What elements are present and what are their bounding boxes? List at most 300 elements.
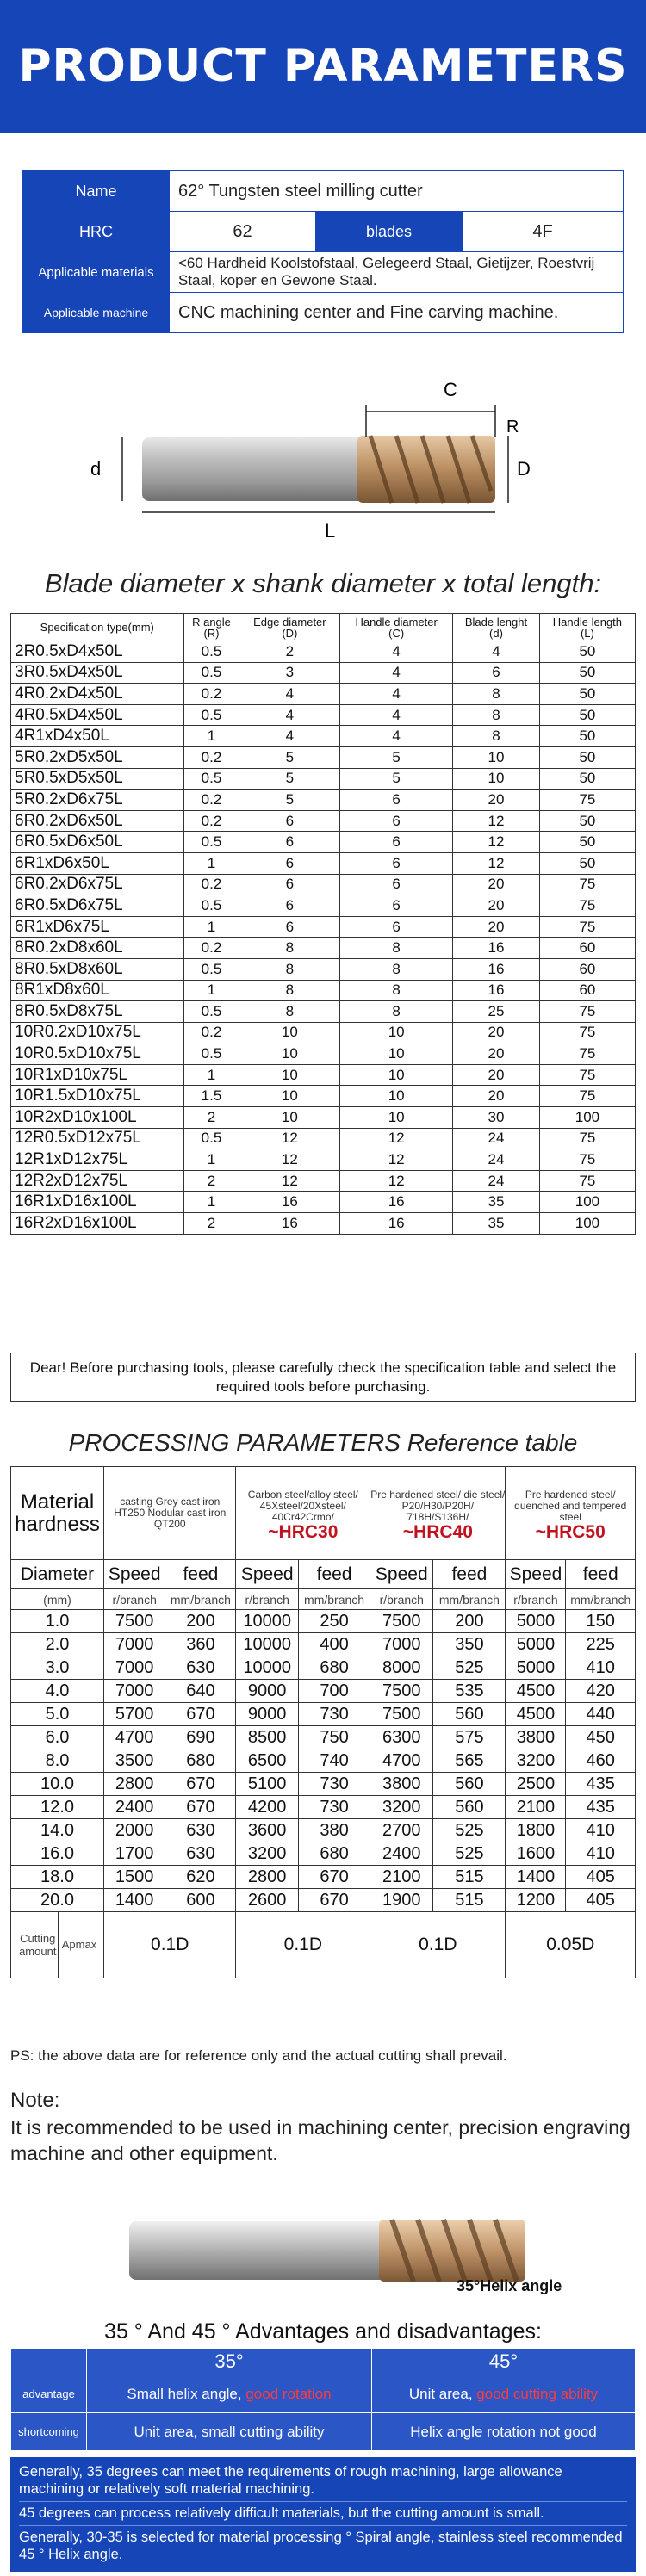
- table-row: [11, 832, 636, 853]
- table-cell: 50: [539, 852, 635, 874]
- table-cell: 7000: [104, 1633, 165, 1656]
- table-row: [23, 212, 624, 252]
- table-cell: 1800: [506, 1819, 566, 1842]
- table-cell: 2: [239, 641, 340, 663]
- blades-value: 4F: [463, 212, 624, 252]
- table-cell: 680: [298, 1656, 370, 1680]
- table-cell: 4: [340, 641, 453, 663]
- table-cell: 20: [453, 895, 540, 917]
- speed-unit: r/branch: [370, 1589, 433, 1610]
- table-cell: 2700: [370, 1819, 433, 1842]
- table-cell: 410: [566, 1656, 636, 1680]
- table-cell: 35: [453, 1192, 540, 1213]
- table-row: [11, 1889, 636, 1912]
- product-info-table: [22, 170, 624, 333]
- table-cell: 12: [239, 1149, 340, 1171]
- table-cell: 0.2: [183, 874, 239, 895]
- table-cell: 0.5: [183, 958, 239, 980]
- spec-type-cell: 10R2xD10x100L: [11, 1107, 184, 1129]
- table-cell: 12: [340, 1149, 453, 1171]
- table-row: [11, 1796, 636, 1819]
- spec-type-cell: 3R0.5xD4x50L: [11, 662, 184, 684]
- table-cell: 25: [453, 1001, 540, 1023]
- table-cell: 100: [539, 1192, 635, 1213]
- table-row: [11, 1726, 636, 1749]
- advantage-45: Unit area, good cutting ability: [371, 2375, 635, 2413]
- table-cell: 16: [239, 1213, 340, 1235]
- table-cell: 4: [239, 726, 340, 747]
- unit-row: [11, 1589, 636, 1610]
- table-cell: 2600: [236, 1889, 298, 1912]
- table-cell: 405: [566, 1866, 636, 1889]
- col-45-header: 45°: [371, 2349, 635, 2375]
- table-cell: 50: [539, 746, 635, 768]
- table-cell: 4: [453, 641, 540, 663]
- table-row: [11, 980, 636, 1001]
- spec-type-cell: 6R1xD6x75L: [11, 916, 184, 938]
- table-cell: 670: [298, 1889, 370, 1912]
- table-cell: 2: [183, 1107, 239, 1129]
- table-cell: 150: [566, 1610, 636, 1633]
- shortcoming-35: Unit area, small cutting ability: [87, 2413, 372, 2451]
- table-cell: 16: [239, 1192, 340, 1213]
- dim-label-l: L: [325, 520, 336, 542]
- cutting-amount-value: 0.1D: [370, 1912, 506, 1978]
- table-row: [11, 1022, 636, 1043]
- table-cell: 730: [298, 1773, 370, 1796]
- table-cell: 50: [539, 641, 635, 663]
- table-row: [11, 874, 636, 895]
- tool-dimension-drawing: [69, 370, 586, 542]
- table-cell: 1: [183, 980, 239, 1001]
- table-cell: 8000: [370, 1656, 433, 1680]
- table-cell: 690: [165, 1726, 236, 1749]
- table-cell: 2: [183, 1213, 239, 1235]
- table-cell: 400: [298, 1633, 370, 1656]
- table-cell: 1500: [104, 1866, 165, 1889]
- ps-note: PS: the above data are for reference only and the actual cutting shall prevail.: [10, 2047, 507, 2064]
- table-cell: 12: [340, 1128, 453, 1149]
- table-cell: 560: [433, 1703, 506, 1726]
- column-header: Edge diameter (D): [239, 614, 340, 641]
- speed-label: Speed: [370, 1560, 433, 1589]
- column-header: Handle diameter (C): [340, 614, 453, 641]
- speed-unit: r/branch: [104, 1589, 165, 1610]
- table-cell: 10: [239, 1043, 340, 1065]
- table-cell: 3: [239, 662, 340, 684]
- table-cell: 10: [239, 1064, 340, 1086]
- table-cell: 5: [340, 768, 453, 790]
- table-cell: 75: [539, 1043, 635, 1065]
- table-row: [11, 1633, 636, 1656]
- table-cell: 6: [453, 662, 540, 684]
- spec-type-cell: 16R1xD16x100L: [11, 1192, 184, 1213]
- cutting-amount-value: 0.1D: [104, 1912, 236, 1978]
- table-cell: 12: [239, 1170, 340, 1192]
- material-cell: Carbon steel/alloy steel/ 45Xsteel/20Xsteel/ 40Cr42Crmo/ ~HRC30: [236, 1467, 370, 1560]
- table-cell: 7000: [370, 1633, 433, 1656]
- table-cell: 525: [433, 1842, 506, 1866]
- table-cell: 515: [433, 1889, 506, 1912]
- table-cell: 50: [539, 704, 635, 726]
- table-cell: 4: [340, 662, 453, 684]
- table-cell: 1700: [104, 1842, 165, 1866]
- table-row: [11, 958, 636, 980]
- table-cell: 8: [340, 980, 453, 1001]
- machine-value: CNC machining center and Fine carving machine.: [170, 293, 624, 333]
- table-cell: 8: [340, 938, 453, 959]
- cutting-amount-label: Cutting amountApmax: [11, 1912, 104, 1978]
- table-cell: 0.5: [183, 704, 239, 726]
- table-cell: 640: [165, 1680, 236, 1703]
- table-cell: 6: [239, 874, 340, 895]
- table-cell: 10: [340, 1043, 453, 1065]
- table-cell: 1: [183, 726, 239, 747]
- table-cell: 4: [239, 684, 340, 705]
- table-row: [11, 1086, 636, 1107]
- table-cell: 75: [539, 1149, 635, 1171]
- table-row: [23, 293, 624, 333]
- table-cell: 20: [453, 1064, 540, 1086]
- advantage-note: Generally, 35 degrees can meet the requirements of rough machining, large allowance machining or relatively soft material machining.: [19, 2461, 627, 2502]
- table-row: [23, 171, 624, 212]
- table-cell: 100: [539, 1107, 635, 1129]
- table-row: [11, 1128, 636, 1149]
- table-cell: 10: [340, 1022, 453, 1043]
- table-cell: 0.5: [183, 1043, 239, 1065]
- table-cell: 5: [239, 746, 340, 768]
- table-cell: 50: [539, 768, 635, 790]
- speed-label: Speed: [104, 1560, 165, 1589]
- table-row: [11, 1866, 636, 1889]
- table-row: [11, 726, 636, 747]
- speed-label: Speed: [236, 1560, 298, 1589]
- dim-label-d-small: d: [90, 458, 102, 480]
- table-cell: 565: [433, 1749, 506, 1773]
- table-cell: 560: [433, 1796, 506, 1819]
- table-cell: 2400: [104, 1796, 165, 1819]
- table-header-row: [11, 614, 636, 641]
- table-cell: 560: [433, 1773, 506, 1796]
- table-cell: 24: [453, 1170, 540, 1192]
- spec-type-cell: 8R0.2xD8x60L: [11, 938, 184, 959]
- table-cell: 0.5: [183, 1128, 239, 1149]
- table-row: [11, 2349, 636, 2375]
- table-cell: 1: [183, 916, 239, 938]
- materials-label: Applicable materials: [23, 252, 170, 293]
- table-cell: 10: [239, 1086, 340, 1107]
- table-cell: 1: [183, 852, 239, 874]
- table-row: [11, 1703, 636, 1726]
- table-cell: 20: [453, 790, 540, 811]
- table-row: [11, 1107, 636, 1129]
- table-cell: 4700: [104, 1726, 165, 1749]
- table-cell: 20: [453, 916, 540, 938]
- table-cell: 730: [298, 1796, 370, 1819]
- table-cell: 18.0: [11, 1866, 104, 1889]
- table-row: [11, 790, 636, 811]
- table-cell: 575: [433, 1726, 506, 1749]
- table-cell: 4: [239, 704, 340, 726]
- table-cell: 350: [433, 1633, 506, 1656]
- table-cell: 0.2: [183, 938, 239, 959]
- table-cell: 75: [539, 1022, 635, 1043]
- processing-heading: PROCESSING PARAMETERS Reference table: [68, 1429, 578, 1456]
- cutting-amount-row: [11, 1912, 636, 1978]
- spec-type-cell: 6R0.2xD6x50L: [11, 810, 184, 832]
- table-cell: 10000: [236, 1633, 298, 1656]
- table-cell: 0.2: [183, 810, 239, 832]
- table-cell: 6: [340, 832, 453, 853]
- table-cell: 16: [453, 980, 540, 1001]
- table-cell: 75: [539, 1064, 635, 1086]
- table-cell: 50: [539, 684, 635, 705]
- note-title: Note:: [10, 2089, 60, 2112]
- spec-type-cell: 8R1xD8x60L: [11, 980, 184, 1001]
- table-cell: 8: [340, 1001, 453, 1023]
- table-cell: 75: [539, 1170, 635, 1192]
- table-row: [11, 1213, 636, 1235]
- table-cell: 5000: [506, 1610, 566, 1633]
- table-cell: 2100: [370, 1866, 433, 1889]
- feed-label: feed: [566, 1560, 636, 1589]
- advantage-label: advantage: [11, 2375, 87, 2413]
- table-row: [11, 1001, 636, 1023]
- table-cell: 35: [453, 1213, 540, 1235]
- table-cell: 8.0: [11, 1749, 104, 1773]
- hrc-range: ~HRC40: [402, 1521, 473, 1542]
- table-cell: 200: [433, 1610, 506, 1633]
- column-header: Handle length (L): [539, 614, 635, 641]
- table-cell: 2.0: [11, 1633, 104, 1656]
- table-cell: 9000: [236, 1680, 298, 1703]
- table-cell: 20: [453, 1022, 540, 1043]
- table-cell: 10: [453, 768, 540, 790]
- table-cell: 700: [298, 1680, 370, 1703]
- table-cell: 4700: [370, 1749, 433, 1773]
- blades-label: blades: [316, 212, 463, 252]
- table-row: [23, 252, 624, 293]
- spec-type-cell: 12R2xD12x75L: [11, 1170, 184, 1192]
- table-cell: 12.0: [11, 1796, 104, 1819]
- table-cell: 435: [566, 1796, 636, 1819]
- table-cell: 6: [239, 832, 340, 853]
- table-cell: 630: [165, 1819, 236, 1842]
- speed-unit: r/branch: [506, 1589, 566, 1610]
- table-row: [11, 1819, 636, 1842]
- table-cell: 670: [165, 1773, 236, 1796]
- spec-type-cell: 4R0.5xD4x50L: [11, 704, 184, 726]
- table-cell: 2100: [506, 1796, 566, 1819]
- hrc-value: 62: [170, 212, 316, 252]
- table-cell: 0.5: [183, 641, 239, 663]
- name-value: 62° Tungsten steel milling cutter: [170, 171, 624, 212]
- table-row: [11, 641, 636, 663]
- table-cell: 1: [183, 1192, 239, 1213]
- table-cell: 6: [340, 874, 453, 895]
- table-cell: 0.2: [183, 684, 239, 705]
- table-cell: 3200: [370, 1796, 433, 1819]
- tool-shank: [142, 437, 366, 501]
- table-cell: 50: [539, 810, 635, 832]
- apmax-label: Apmax: [58, 1912, 96, 1978]
- table-cell: 0.2: [183, 746, 239, 768]
- table-cell: 6: [340, 852, 453, 874]
- note-text: It is recommended to be used in machining center, precision engraving machine and other equipment.: [10, 2116, 630, 2164]
- table-row: [11, 746, 636, 768]
- blade-section-heading: Blade diameter x shank diameter x total length:: [44, 568, 602, 598]
- table-row: [11, 1610, 636, 1633]
- spec-type-cell: 10R0.2xD10x75L: [11, 1022, 184, 1043]
- table-cell: 10: [340, 1086, 453, 1107]
- table-cell: 16: [453, 958, 540, 980]
- table-cell: 12: [453, 832, 540, 853]
- table-cell: 5100: [236, 1773, 298, 1796]
- table-cell: 630: [165, 1656, 236, 1680]
- table-cell: 30: [453, 1107, 540, 1129]
- table-cell: 10: [340, 1107, 453, 1129]
- table-cell: 6: [239, 810, 340, 832]
- table-cell: 2400: [370, 1842, 433, 1866]
- material-row: [11, 1467, 636, 1560]
- feed-unit: mm/branch: [298, 1589, 370, 1610]
- cutting-amount-value: 0.1D: [236, 1912, 370, 1978]
- table-cell: 200: [165, 1610, 236, 1633]
- table-cell: 1.5: [183, 1086, 239, 1107]
- table-cell: 4: [340, 726, 453, 747]
- table-cell: 3800: [370, 1773, 433, 1796]
- column-header: Blade lenght (d): [453, 614, 540, 641]
- table-cell: 20: [453, 1043, 540, 1065]
- dim-label-d-big: D: [517, 458, 531, 480]
- table-cell: 670: [165, 1703, 236, 1726]
- column-header: R angle (R): [183, 614, 239, 641]
- table-cell: 12: [340, 1170, 453, 1192]
- table-cell: 1.0: [11, 1610, 104, 1633]
- table-cell: 9000: [236, 1703, 298, 1726]
- table-cell: 4500: [506, 1680, 566, 1703]
- table-row: [11, 1749, 636, 1773]
- table-cell: 4: [340, 684, 453, 705]
- table-cell: 5700: [104, 1703, 165, 1726]
- page-header: [0, 0, 646, 133]
- table-cell: 3600: [236, 1819, 298, 1842]
- table-cell: 6: [340, 895, 453, 917]
- material-cell: casting Grey cast iron HT250 Nodular cast iron QT200: [104, 1467, 236, 1560]
- shortcoming-label: shortcoming: [11, 2413, 87, 2451]
- table-cell: 5000: [506, 1656, 566, 1680]
- table-cell: 1900: [370, 1889, 433, 1912]
- table-row: [11, 2413, 636, 2451]
- table-cell: 4200: [236, 1796, 298, 1819]
- table-cell: 8: [239, 980, 340, 1001]
- hrc-range: ~HRC50: [535, 1521, 606, 1542]
- table-cell: 1400: [506, 1866, 566, 1889]
- cutting-amount-value: 0.05D: [506, 1912, 636, 1978]
- table-cell: 435: [566, 1773, 636, 1796]
- spec-type-cell: 8R0.5xD8x75L: [11, 1001, 184, 1023]
- table-row: [11, 1043, 636, 1065]
- table-cell: 7000: [104, 1656, 165, 1680]
- material-cell: Pre hardened steel/ quenched and tempered steel ~HRC50: [506, 1467, 636, 1560]
- table-cell: 740: [298, 1749, 370, 1773]
- table-cell: 525: [433, 1819, 506, 1842]
- table-cell: 75: [539, 916, 635, 938]
- table-cell: 730: [298, 1703, 370, 1726]
- table-cell: 16.0: [11, 1842, 104, 1866]
- table-cell: 7500: [370, 1680, 433, 1703]
- advantage-35: Small helix angle, good rotation: [87, 2375, 372, 2413]
- table-cell: 3200: [506, 1749, 566, 1773]
- table-cell: 670: [165, 1796, 236, 1819]
- spec-type-cell: 2R0.5xD4x50L: [11, 641, 184, 663]
- spec-type-cell: 6R0.2xD6x75L: [11, 874, 184, 895]
- table-cell: 630: [165, 1842, 236, 1866]
- table-cell: 3800: [506, 1726, 566, 1749]
- table-cell: 535: [433, 1680, 506, 1703]
- table-cell: 380: [298, 1819, 370, 1842]
- table-cell: 7500: [370, 1703, 433, 1726]
- table-cell: 24: [453, 1128, 540, 1149]
- table-row: [11, 768, 636, 790]
- processing-table: [10, 1466, 636, 1978]
- table-cell: 0.5: [183, 895, 239, 917]
- table-cell: 75: [539, 1086, 635, 1107]
- spec-type-cell: 8R0.5xD8x60L: [11, 958, 184, 980]
- table-row: [11, 2375, 636, 2413]
- table-cell: 12: [453, 852, 540, 874]
- table-cell: 8: [239, 1001, 340, 1023]
- table-cell: 16: [453, 938, 540, 959]
- table-cell: 225: [566, 1633, 636, 1656]
- spec-table: [10, 613, 636, 1235]
- table-cell: 0.5: [183, 1001, 239, 1023]
- feed-unit: mm/branch: [165, 1589, 236, 1610]
- spec-type-cell: 5R0.5xD5x50L: [11, 768, 184, 790]
- table-cell: 6: [340, 810, 453, 832]
- table-cell: 75: [539, 1001, 635, 1023]
- material-cell: Pre hardened steel/ die steel/ P20/H30/P20H/ 718H/S136H/ ~HRC40: [370, 1467, 506, 1560]
- table-cell: 680: [298, 1842, 370, 1866]
- table-cell: 460: [566, 1749, 636, 1773]
- table-cell: 6: [239, 916, 340, 938]
- spec-type-cell: 10R1xD10x75L: [11, 1064, 184, 1086]
- table-row: [11, 810, 636, 832]
- table-row: [11, 1149, 636, 1171]
- table-cell: 12: [239, 1128, 340, 1149]
- table-cell: 3.0: [11, 1656, 104, 1680]
- table-cell: 75: [539, 790, 635, 811]
- table-cell: 12: [453, 810, 540, 832]
- table-cell: 60: [539, 958, 635, 980]
- table-cell: 0.2: [183, 1022, 239, 1043]
- table-cell: 250: [298, 1610, 370, 1633]
- table-cell: 3500: [104, 1749, 165, 1773]
- table-row: [11, 916, 636, 938]
- table-cell: 680: [165, 1749, 236, 1773]
- table-row: [11, 684, 636, 705]
- dim-label-r: R: [506, 418, 519, 437]
- table-cell: 14.0: [11, 1819, 104, 1842]
- spec-type-cell: 4R1xD4x50L: [11, 726, 184, 747]
- table-cell: 16: [340, 1192, 453, 1213]
- table-cell: 50: [539, 662, 635, 684]
- table-cell: 450: [566, 1726, 636, 1749]
- table-cell: 5: [239, 790, 340, 811]
- table-cell: 410: [566, 1842, 636, 1866]
- diameter-label: Diameter: [11, 1560, 104, 1589]
- table-cell: 10: [239, 1107, 340, 1129]
